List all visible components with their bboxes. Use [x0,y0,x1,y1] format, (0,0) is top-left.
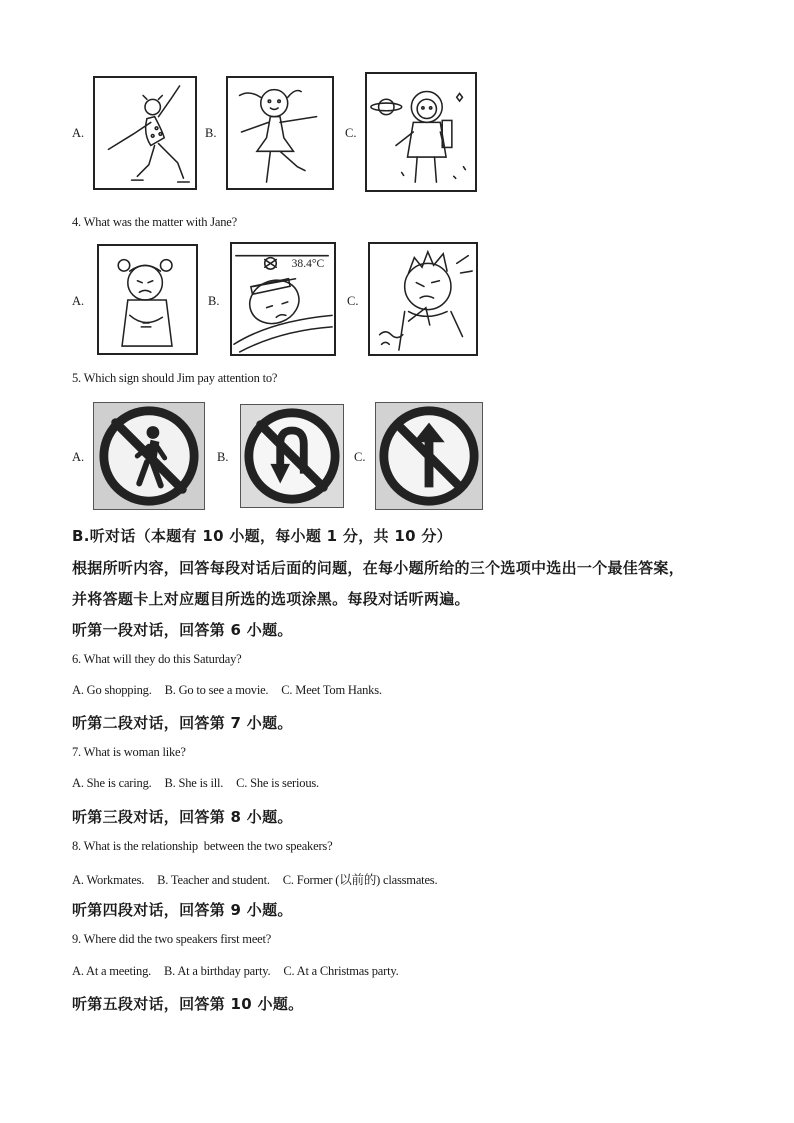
q8-question: 8. What is the relationship between the two speakers? [72,839,333,853]
fever-girl-image [230,242,336,356]
q7-question: 7. What is woman like? [72,745,186,759]
q7-option-b: B. She is ill. [164,776,224,790]
q4-option-a-label: A. [72,294,85,308]
q6-option-c: C. Meet Tom Hanks. [281,683,382,697]
q8-options [72,870,437,888]
figure-skater-icon [95,78,195,188]
dialogue-1-header: 听第一段对话，回答第 6 小题。 [72,621,293,639]
no-straight-ahead-sign-icon [376,403,482,509]
q9-option-a: A. At a meeting. [72,964,152,978]
q5-question: 5. Which sign should Jim pay attention to? [72,371,278,385]
section-b-instruction-line1: 根据所听内容，回答每段对话后面的问题，在每小题所给的三个选项中选出一个最佳答案， [72,559,685,577]
q5-option-a-label: A. [72,450,85,464]
q8-option-c: C. Former (以前的) classmates. [282,873,438,887]
no-u-turn-sign-icon [241,405,343,507]
q5-option-b-label: B. [217,450,229,464]
figure-skater-image [93,76,197,190]
q5-option-c-label: C. [354,450,366,464]
dialogue-5-header: 听第五段对话，回答第 10 小题。 [72,995,304,1013]
no-pedestrians-sign-image [93,402,205,510]
section-b-instruction-line2: 并将答题卡上对应题目所选的选项涂黑。每段对话听两遍。 [72,590,470,608]
q8-option-b: B. Teacher and student. [157,873,270,887]
ballet-girl-image [226,76,334,190]
dialogue-2-header: 听第二段对话，回答第 7 小题。 [72,714,293,732]
ballet-girl-icon [228,78,332,188]
stomachache-icon [99,246,196,353]
section-b-heading: B.听对话（本题有 10 小题，每小题 1 分，共 10 分） [72,527,452,545]
q6-question: 6. What will they do this Saturday? [72,652,242,666]
q4-option-c-label: C. [347,294,359,308]
q7-option-c: C. She is serious. [236,776,319,790]
q7-options [72,776,319,791]
q4-option-b-label: B. [208,294,220,308]
q9-option-c: C. At a Christmas party. [283,964,399,978]
astronaut-icon [367,74,475,190]
q3-option-a-label: A. [72,126,85,140]
q9-question: 9. Where did the two speakers first meet? [72,932,272,946]
dialogue-3-header: 听第三段对话，回答第 8 小题。 [72,808,293,826]
q7-option-a: A. She is caring. [72,776,152,790]
stomachache-girl-image [97,244,198,355]
no-pedestrians-sign-icon [94,403,204,509]
q3-option-b-label: B. [205,126,217,140]
q9-option-b: B. At a birthday party. [164,964,271,978]
q4-question: 4. What was the matter with Jane? [72,215,237,229]
fever-temperature-text: 38.4°C [291,258,325,271]
cough-icon [370,244,476,354]
q8-option-a: A. Workmates. [72,873,145,887]
dialogue-4-header: 听第四段对话，回答第 9 小题。 [72,901,293,919]
q6-option-a: A. Go shopping. [72,683,152,697]
coughing-boy-image [368,242,478,356]
fever-icon [232,244,334,354]
q3-option-c-label: C. [345,126,357,140]
q6-option-b: B. Go to see a movie. [164,683,269,697]
q9-options [72,964,399,979]
no-u-turn-sign-image [240,404,344,508]
q6-options [72,683,382,698]
no-straight-ahead-sign-image [375,402,483,510]
astronaut-image [365,72,477,192]
